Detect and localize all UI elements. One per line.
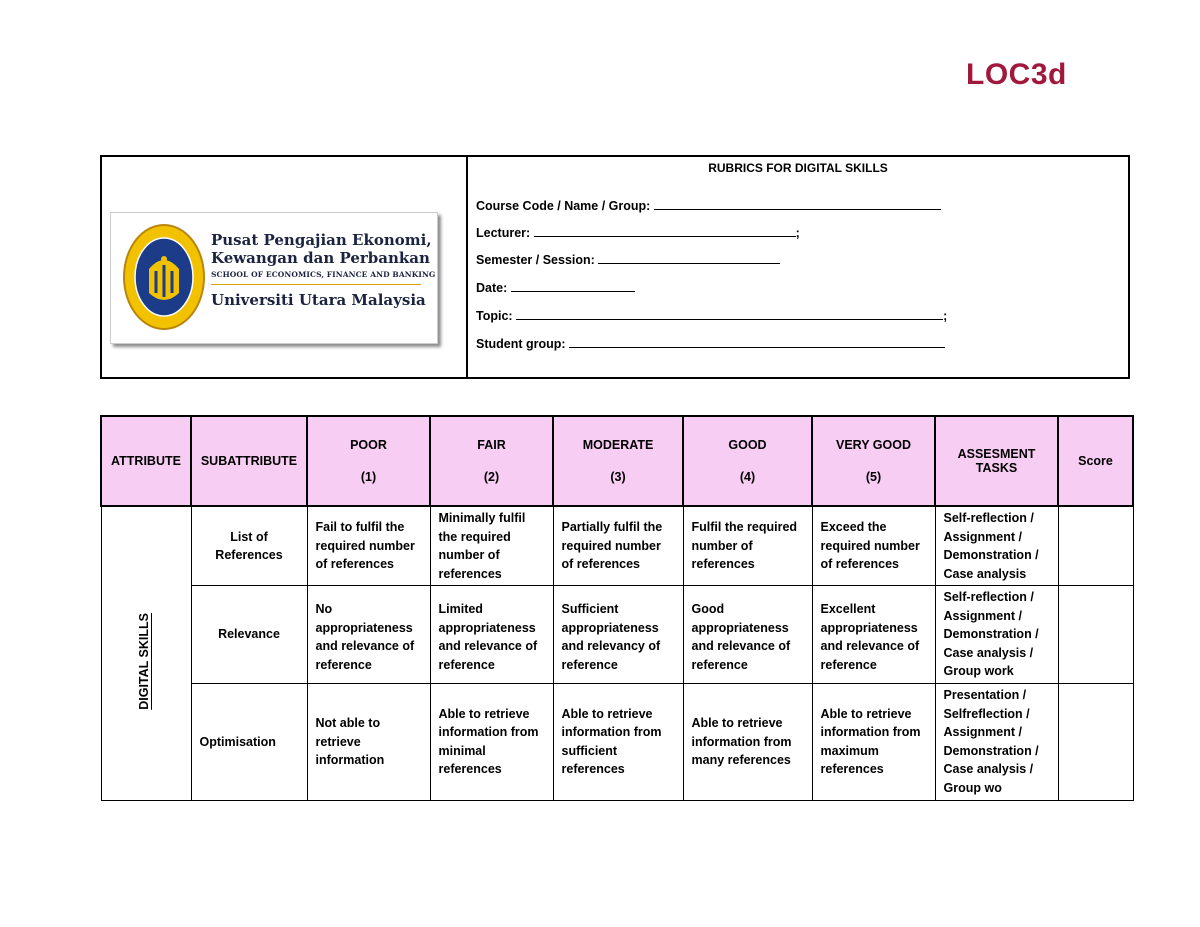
rubric-cell: Sufficient appropriateness and relevancy of reference xyxy=(553,586,683,684)
subattribute-cell: Relevance xyxy=(191,586,307,684)
course-blank[interactable] xyxy=(654,197,941,210)
level-label: POOR xyxy=(350,438,387,452)
level-number: (1) xyxy=(360,470,377,484)
rubric-cell: Good appropriateness and relevance of reference xyxy=(683,586,812,684)
lecturer-terminator: ; xyxy=(795,226,800,240)
attribute-cell xyxy=(101,506,191,801)
university-logo xyxy=(110,212,438,344)
level-label: VERY GOOD xyxy=(835,438,912,452)
date-field[interactable] xyxy=(476,279,635,295)
rubric-cell: Excellent appropriateness and relevance of reference xyxy=(812,586,935,684)
rubric-info-cell xyxy=(468,157,1128,377)
student-group-blank[interactable] xyxy=(569,335,945,348)
header-level-poor xyxy=(307,416,430,506)
rubric-cell: Minimally fulfil the required number of references xyxy=(430,506,553,586)
assessment-tasks-cell: Presentation / Selfreflection / Assignment / Demonstration / Case analysis / Group wo xyxy=(935,683,1058,801)
rubric-table xyxy=(100,415,1134,801)
semester-label: Semester / Session: xyxy=(476,253,595,267)
rubric-cell: Able to retrieve information from maximum references xyxy=(812,683,935,801)
university-seal-icon xyxy=(121,221,207,333)
header-level-moderate xyxy=(553,416,683,506)
level-label: GOOD xyxy=(728,438,767,452)
table-row xyxy=(101,683,1133,801)
course-label: Course Code / Name / Group: xyxy=(476,199,651,213)
logo-line-1: Pusat Pengajian Ekonomi, xyxy=(211,231,432,249)
lecturer-label: Lecturer: xyxy=(476,226,531,240)
table-header-row xyxy=(101,416,1133,506)
date-label: Date: xyxy=(476,281,508,295)
score-cell[interactable] xyxy=(1058,683,1133,801)
semester-blank[interactable] xyxy=(598,251,780,264)
rubric-cell: Limited appropriateness and relevance of reference xyxy=(430,586,553,684)
header-level-very-good xyxy=(812,416,935,506)
header-attribute: ATTRIBUTE xyxy=(101,416,191,506)
rubric-cell: Able to retrieve information from minimal references xyxy=(430,683,553,801)
level-number: (2) xyxy=(483,470,500,484)
rubric-cell: Not able to retrieve information xyxy=(307,683,430,801)
logo-cell xyxy=(102,157,468,377)
logo-line-4: Universiti Utara Malaysia xyxy=(211,291,426,309)
student-group-label: Student group: xyxy=(476,337,566,351)
course-field[interactable] xyxy=(476,197,941,213)
header-score: Score xyxy=(1058,416,1133,506)
assessment-tasks-cell: Self-reflection / Assignment / Demonstration / Case analysis / Group work xyxy=(935,586,1058,684)
logo-divider xyxy=(211,284,421,285)
level-number: (5) xyxy=(865,470,882,484)
header-level-fair xyxy=(430,416,553,506)
subattribute-cell: Optimisation xyxy=(191,683,307,801)
semester-field[interactable] xyxy=(476,251,780,267)
table-row xyxy=(101,506,1133,586)
logo-line-2: Kewangan dan Perbankan xyxy=(211,249,430,267)
level-label: MODERATE xyxy=(582,438,654,452)
rubric-cell: Partially fulfil the required number of references xyxy=(553,506,683,586)
score-cell[interactable] xyxy=(1058,586,1133,684)
rubric-header-box xyxy=(100,155,1130,379)
rubric-cell: Fail to fulfil the required number of references xyxy=(307,506,430,586)
rubric-cell: Exceed the required number of references xyxy=(812,506,935,586)
rubric-cell: Able to retrieve information from many references xyxy=(683,683,812,801)
header-level-good xyxy=(683,416,812,506)
score-cell[interactable] xyxy=(1058,506,1133,586)
rubric-title: RUBRICS FOR DIGITAL SKILLS xyxy=(708,161,888,175)
rubric-cell: No appropriateness and relevance of reference xyxy=(307,586,430,684)
assessment-tasks-cell: Self-reflection / Assignment / Demonstration / Case analysis xyxy=(935,506,1058,586)
level-number: (3) xyxy=(610,470,626,484)
topic-label: Topic: xyxy=(476,309,513,323)
logo-line-3: SCHOOL OF ECONOMICS, FINANCE AND BANKING xyxy=(211,270,436,279)
lecturer-field[interactable] xyxy=(476,224,800,240)
level-label: FAIR xyxy=(477,438,506,452)
student-group-field[interactable] xyxy=(476,335,945,351)
subattribute-cell: List of References xyxy=(191,506,307,586)
header-assessment-tasks: ASSESMENT TASKS xyxy=(935,416,1058,506)
topic-blank[interactable] xyxy=(516,307,943,320)
logo-text-malay xyxy=(211,231,432,267)
lecturer-blank[interactable] xyxy=(534,224,796,237)
level-number: (4) xyxy=(739,470,756,484)
date-blank[interactable] xyxy=(511,279,635,292)
topic-field[interactable] xyxy=(476,307,947,323)
attribute-label: DIGITAL SKILLS xyxy=(137,613,151,710)
rubric-cell: Fulfil the required number of references xyxy=(683,506,812,586)
topic-terminator: ; xyxy=(943,309,948,323)
table-row xyxy=(101,586,1133,684)
document-code: LOC3d xyxy=(966,58,1067,91)
header-subattribute: SUBATTRIBUTE xyxy=(191,416,307,506)
rubric-cell: Able to retrieve information from sufficient references xyxy=(553,683,683,801)
